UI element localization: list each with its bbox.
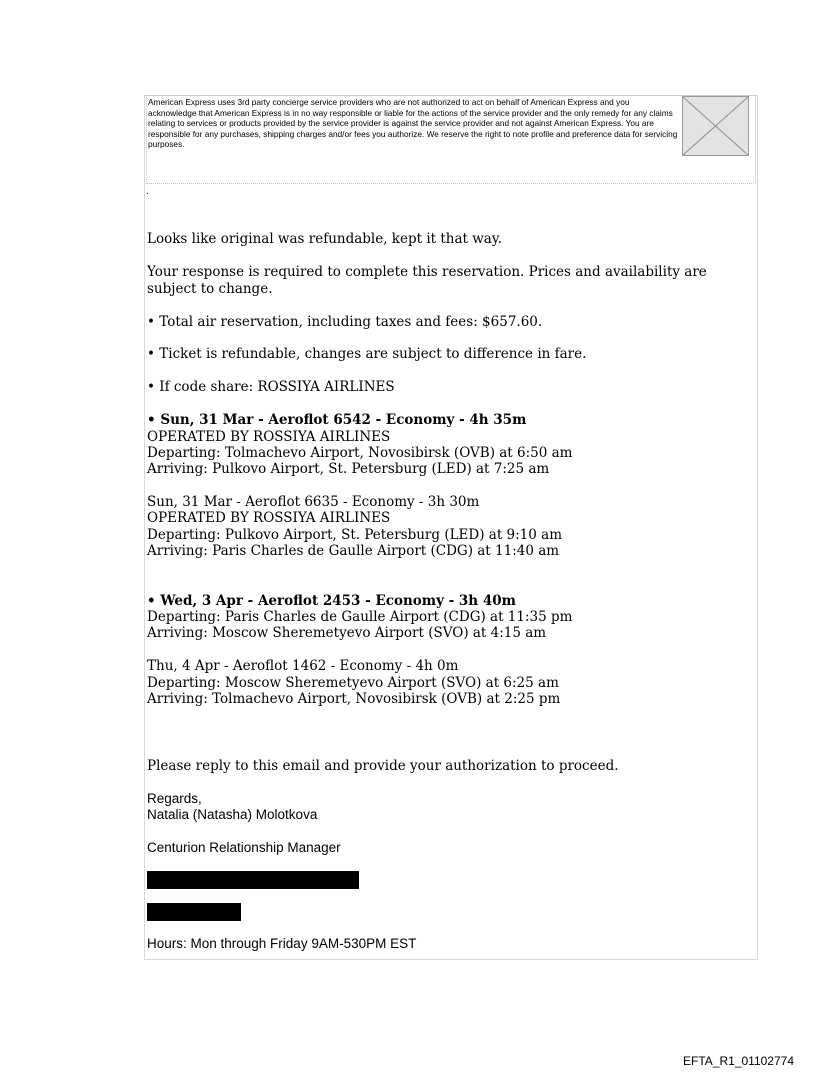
outbound-arriving: Arriving: Pulkovo Airport, St. Petersburg (LED) at 7:25 am xyxy=(147,461,550,477)
outbound-connection-operated-by: OPERATED BY ROSSIYA AIRLINES xyxy=(147,510,391,526)
broken-image-icon xyxy=(682,96,749,156)
response-line-1: Your response is required to complete this reservation. Prices and availability are xyxy=(147,264,707,280)
closing-line: Please reply to this email and provide your authorization to proceed. xyxy=(147,758,619,774)
return-connection-header: Thu, 4 Apr - Aeroflot 1462 - Economy - 4h 0m xyxy=(147,658,459,674)
bullet-codeshare: • If code share: ROSSIYA AIRLINES xyxy=(147,379,395,395)
office-hours: Hours: Mon through Friday 9AM-530PM EST xyxy=(147,936,417,951)
return-departing: Departing: Paris Charles de Gaulle Airport (CDG) at 11:35 pm xyxy=(147,609,573,625)
outbound-flight-header: • Sun, 31 Mar - Aeroflot 6542 - Economy - 4h 35m xyxy=(147,412,527,428)
outbound-connection-departing: Departing: Pulkovo Airport, St. Petersburg (LED) at 9:10 am xyxy=(147,527,563,543)
response-line-2: subject to change. xyxy=(147,281,273,297)
disclaimer-text: American Express uses 3rd party concierge service providers who are not authorized to act on behalf of American Express and you acknowledge that American Express is in no way responsible or liable for the actions of the service provider and the only remedy for any claims relating to services or products provided by the service provider is against the service provider and not against American Express. You are responsible for any purchases, shipping charges and/or fees you authorize. We reserve the right to note profile and preference data for servicing purposes. xyxy=(148,97,678,149)
stray-dot: . xyxy=(146,186,149,197)
signer-name: Natalia (Natasha) Molotkova xyxy=(147,807,318,822)
outbound-connection-header: Sun, 31 Mar - Aeroflot 6635 - Economy - 3h 30m xyxy=(147,494,480,510)
outbound-operated-by: OPERATED BY ROSSIYA AIRLINES xyxy=(147,429,391,445)
return-connection-departing: Departing: Moscow Sheremetyevo Airport (SVO) at 6:25 am xyxy=(147,675,559,691)
outbound-departing: Departing: Tolmachevo Airport, Novosibirsk (OVB) at 6:50 am xyxy=(147,445,573,461)
document-id: EFTA_R1_01102774 xyxy=(683,1054,794,1068)
regards: Regards, xyxy=(147,791,202,806)
return-flight-header: • Wed, 3 Apr - Aeroflot 2453 - Economy - 3h 40m xyxy=(147,593,516,609)
bullet-total: • Total air reservation, including taxes and fees: $657.60. xyxy=(147,314,543,330)
signer-title: Centurion Relationship Manager xyxy=(147,840,341,855)
redaction-bar xyxy=(147,903,241,921)
return-connection-arriving: Arriving: Tolmachevo Airport, Novosibirsk (OVB) at 2:25 pm xyxy=(147,691,561,707)
outbound-connection-arriving: Arriving: Paris Charles de Gaulle Airport (CDG) at 11:40 am xyxy=(147,543,560,559)
intro-line: Looks like original was refundable, kept it that way. xyxy=(147,231,502,247)
return-arriving: Arriving: Moscow Sheremetyevo Airport (SVO) at 4:15 am xyxy=(147,625,547,641)
bullet-refundable: • Ticket is refundable, changes are subject to difference in fare. xyxy=(147,346,587,362)
redaction-bar xyxy=(147,871,359,889)
